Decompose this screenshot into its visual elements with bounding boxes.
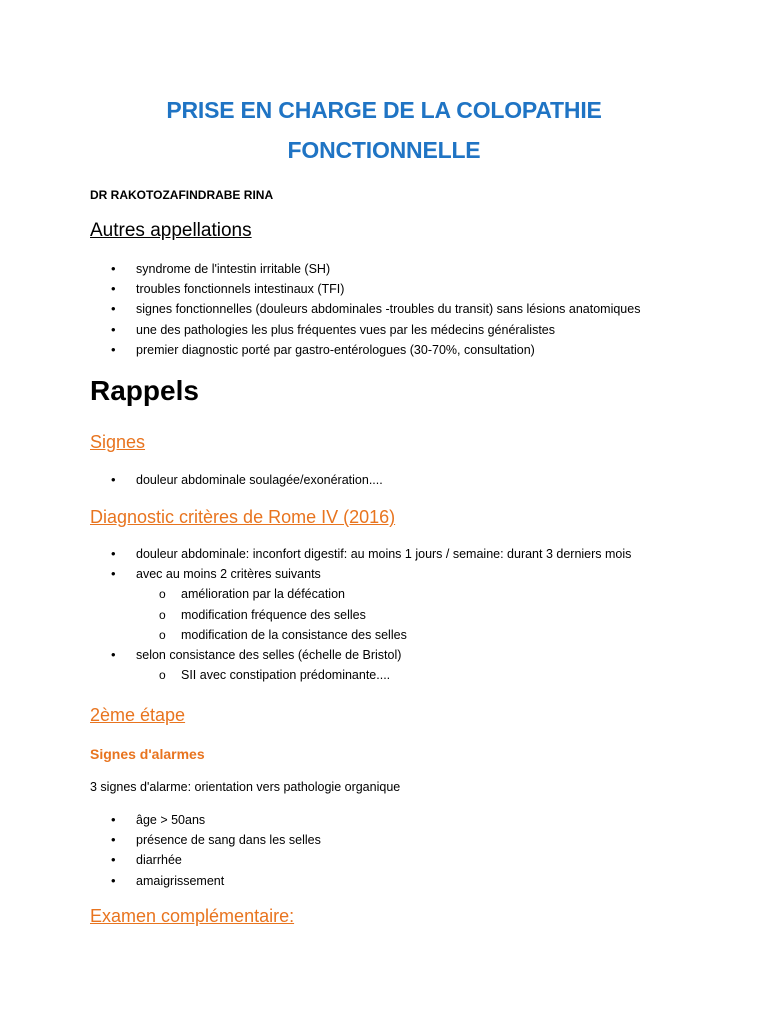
sub-bullet-icon: o xyxy=(159,607,166,622)
sub-list-item xyxy=(90,584,631,604)
list-item-text: signes fonctionnelles (douleurs abdominales -troubles du transit) sans lésions anatomiques xyxy=(136,302,641,317)
list-item-text: modification fréquence des selles xyxy=(181,607,366,622)
heading-rappels: Rappels xyxy=(90,375,199,406)
list-item-text: modification de la consistance des selles xyxy=(181,627,407,642)
list-item xyxy=(90,564,631,584)
list-item-text: une des pathologies les plus fréquentes vues par les médecins généralistes xyxy=(136,322,556,337)
list-signes xyxy=(90,470,383,490)
bullet-icon: • xyxy=(111,832,116,848)
sub-list-item xyxy=(90,665,631,685)
list-item-text: SII avec constipation prédominante.... xyxy=(181,668,391,683)
heading-diagnostic-criteres: Diagnostic critères de Rome IV (2016) xyxy=(90,507,396,527)
bullet-icon: • xyxy=(111,872,116,888)
list-item-text: diarrhée xyxy=(136,853,182,868)
bullet-icon: • xyxy=(111,852,116,868)
list-item xyxy=(90,850,321,870)
list-item-text: premier diagnostic porté par gastro-entérologues (30-70%, consultation) xyxy=(136,342,535,357)
list-item xyxy=(90,830,321,850)
bullet-icon: • xyxy=(111,341,116,357)
list-signes-alarme xyxy=(90,810,321,891)
bullet-icon: • xyxy=(111,812,116,827)
list-item-text: douleur abdominale: inconfort digestif: au moins 1 jours / semaine: durant 3 derniers mois xyxy=(136,547,632,561)
list-item xyxy=(90,810,321,830)
bullet-icon: • xyxy=(111,546,116,561)
sub-list-item xyxy=(90,605,631,625)
bullet-icon: • xyxy=(111,646,116,662)
list-item-text: âge > 50ans xyxy=(136,813,206,827)
list-item-text: avec au moins 2 critères suivants xyxy=(136,567,321,582)
bullet-icon: • xyxy=(111,301,116,317)
bullet-icon: • xyxy=(111,472,116,487)
paragraph-signes-alarme-intro: 3 signes d'alarme: orientation vers pathologie organique xyxy=(90,780,401,794)
list-item xyxy=(90,645,631,665)
author-name: DR RAKOTOZAFINDRABE RINA xyxy=(90,188,274,202)
list-item-text: douleur abdominale soulagée/exonération.... xyxy=(136,473,383,487)
heading-signes: Signes xyxy=(90,432,146,452)
list-diagnostic-criteres xyxy=(90,544,631,685)
sub-bullet-icon: o xyxy=(159,668,166,683)
bullet-icon: • xyxy=(111,566,116,582)
list-item xyxy=(90,340,640,360)
heading-signes-alarmes: Signes d'alarmes xyxy=(90,746,205,762)
list-item-text: amélioration par la défécation xyxy=(181,587,345,602)
list-item xyxy=(90,259,640,279)
list-item xyxy=(90,544,631,564)
list-item-text: syndrome de l'intestin irritable (SH) xyxy=(136,262,331,276)
sub-bullet-icon: o xyxy=(159,627,166,642)
list-item xyxy=(90,871,321,891)
bullet-icon: • xyxy=(111,281,116,297)
document-title-line2: FONCTIONNELLE xyxy=(287,137,481,163)
sub-bullet-icon: o xyxy=(159,587,166,602)
list-item xyxy=(90,299,640,319)
sub-list-item xyxy=(90,625,631,645)
list-item-text: troubles fonctionnels intestinaux (TFI) xyxy=(136,282,345,297)
heading-deuxieme-etape: 2ème étape xyxy=(90,705,186,725)
document-title-line1: PRISE EN CHARGE DE LA COLOPATHIE xyxy=(166,97,602,123)
list-item-text: selon consistance des selles (échelle de Bristol) xyxy=(136,647,402,662)
list-item xyxy=(90,279,640,299)
heading-autres-appellations: Autres appellations xyxy=(90,220,252,241)
list-item xyxy=(90,320,640,340)
list-autres-appellations xyxy=(90,259,640,360)
list-item xyxy=(90,470,383,490)
list-item-text: présence de sang dans les selles xyxy=(136,833,321,848)
heading-examen-complementaire: Examen complémentaire: xyxy=(90,906,295,926)
bullet-icon: • xyxy=(111,261,116,276)
bullet-icon: • xyxy=(111,321,116,337)
list-item-text: amaigrissement xyxy=(136,873,225,888)
